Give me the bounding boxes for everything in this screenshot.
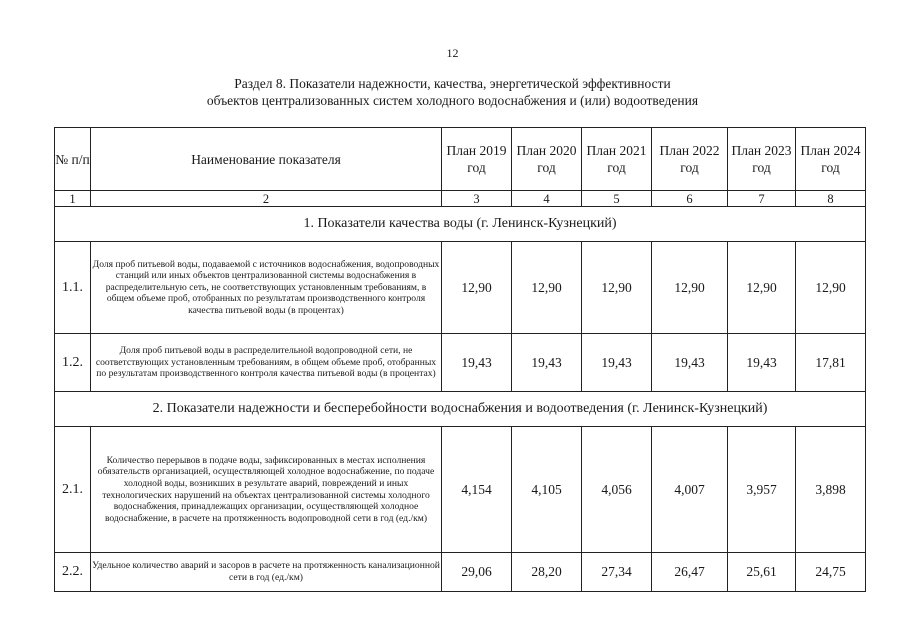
section-title-line-1: Раздел 8. Показатели надежности, качества, энергетической эффективности: [234, 76, 671, 91]
table-row: [55, 242, 866, 334]
value-2022: 19,43: [652, 334, 728, 392]
table-row: [55, 334, 866, 392]
table-row: [55, 553, 866, 592]
header-plan-2019: План 2019 год: [442, 128, 512, 191]
table-row: [55, 427, 866, 553]
group-title: 1. Показатели качества воды (г. Ленинск-Кузнецкий): [55, 207, 866, 242]
header-plan-2022: План 2022 год: [652, 128, 728, 191]
column-number: 3: [442, 191, 512, 207]
group-row-water-quality: [55, 207, 866, 242]
value-2020: 19,43: [512, 334, 582, 392]
header-row: [55, 128, 866, 191]
column-number: 2: [91, 191, 442, 207]
column-number: 8: [796, 191, 866, 207]
indicator-name: Доля проб питьевой воды, подаваемой с источников водоснабжения, водопроводных станций или иных объектов централизованной системы водоснабжения в распределительную сеть, не соответствующих установленным требованиям, в общем объеме проб, отобранных по результатам производственного контроля качества питьевой воды (в процентах): [91, 242, 442, 334]
value-2023: 3,957: [728, 427, 796, 553]
value-2021: 27,34: [582, 553, 652, 592]
group-title: 2. Показатели надежности и бесперебойности водоснабжения и водоотведения (г. Ленинск-Кузнецкий): [55, 392, 866, 427]
value-2024: 3,898: [796, 427, 866, 553]
row-number: 1.2.: [55, 334, 91, 392]
value-2023: 25,61: [728, 553, 796, 592]
column-number: 7: [728, 191, 796, 207]
value-2021: 19,43: [582, 334, 652, 392]
value-2021: 4,056: [582, 427, 652, 553]
indicator-name: Удельное количество аварий и засоров в расчете на протяженность канализационной сети в год (ед./км): [91, 553, 442, 592]
header-no: № п/п: [55, 128, 91, 191]
value-2019: 12,90: [442, 242, 512, 334]
column-number: 1: [55, 191, 91, 207]
column-number: 6: [652, 191, 728, 207]
header-plan-2020: План 2020 год: [512, 128, 582, 191]
indicators-table: [54, 127, 866, 592]
page-number: 12: [446, 46, 459, 60]
section-title: [0, 75, 905, 109]
column-number: 5: [582, 191, 652, 207]
header-plan-2023: План 2023 год: [728, 128, 796, 191]
value-2022: 4,007: [652, 427, 728, 553]
value-2019: 19,43: [442, 334, 512, 392]
value-2019: 4,154: [442, 427, 512, 553]
column-number-row: [55, 191, 866, 207]
value-2022: 26,47: [652, 553, 728, 592]
header-name: Наименование показателя: [91, 128, 442, 191]
indicator-name: Доля проб питьевой воды в распределительной водопроводной сети, не соответствующих установленным требованиям, в общем объеме проб, отобранных по результатам производственного контроля качества питьевой воды (в процентах): [91, 334, 442, 392]
value-2023: 19,43: [728, 334, 796, 392]
section-title-line-2: объектов централизованных систем холодного водоснабжения и (или) водоотведения: [206, 93, 699, 108]
row-number: 2.2.: [55, 553, 91, 592]
value-2020: 28,20: [512, 553, 582, 592]
value-2020: 12,90: [512, 242, 582, 334]
row-number: 1.1.: [55, 242, 91, 334]
value-2024: 17,81: [796, 334, 866, 392]
value-2023: 12,90: [728, 242, 796, 334]
value-2024: 24,75: [796, 553, 866, 592]
group-row-reliability: [55, 392, 866, 427]
header-plan-2024: План 2024 год: [796, 128, 866, 191]
value-2020: 4,105: [512, 427, 582, 553]
column-number: 4: [512, 191, 582, 207]
value-2024: 12,90: [796, 242, 866, 334]
header-plan-2021: План 2021 год: [582, 128, 652, 191]
value-2019: 29,06: [442, 553, 512, 592]
value-2022: 12,90: [652, 242, 728, 334]
value-2021: 12,90: [582, 242, 652, 334]
row-number: 2.1.: [55, 427, 91, 553]
indicator-name: Количество перерывов в подаче воды, зафиксированных в местах исполнения обязательств организацией, осуществляющей холодное водоснабжение, по подаче холодной воды, возникших в результате аварий, повреждений и иных технологических нарушений на объектах централизованной системы холодного водоснабжения, принадлежащих организации, осуществляющей холодное водоснабжение, в расчете на протяженность водопроводной сети в год (ед./км): [91, 427, 442, 553]
